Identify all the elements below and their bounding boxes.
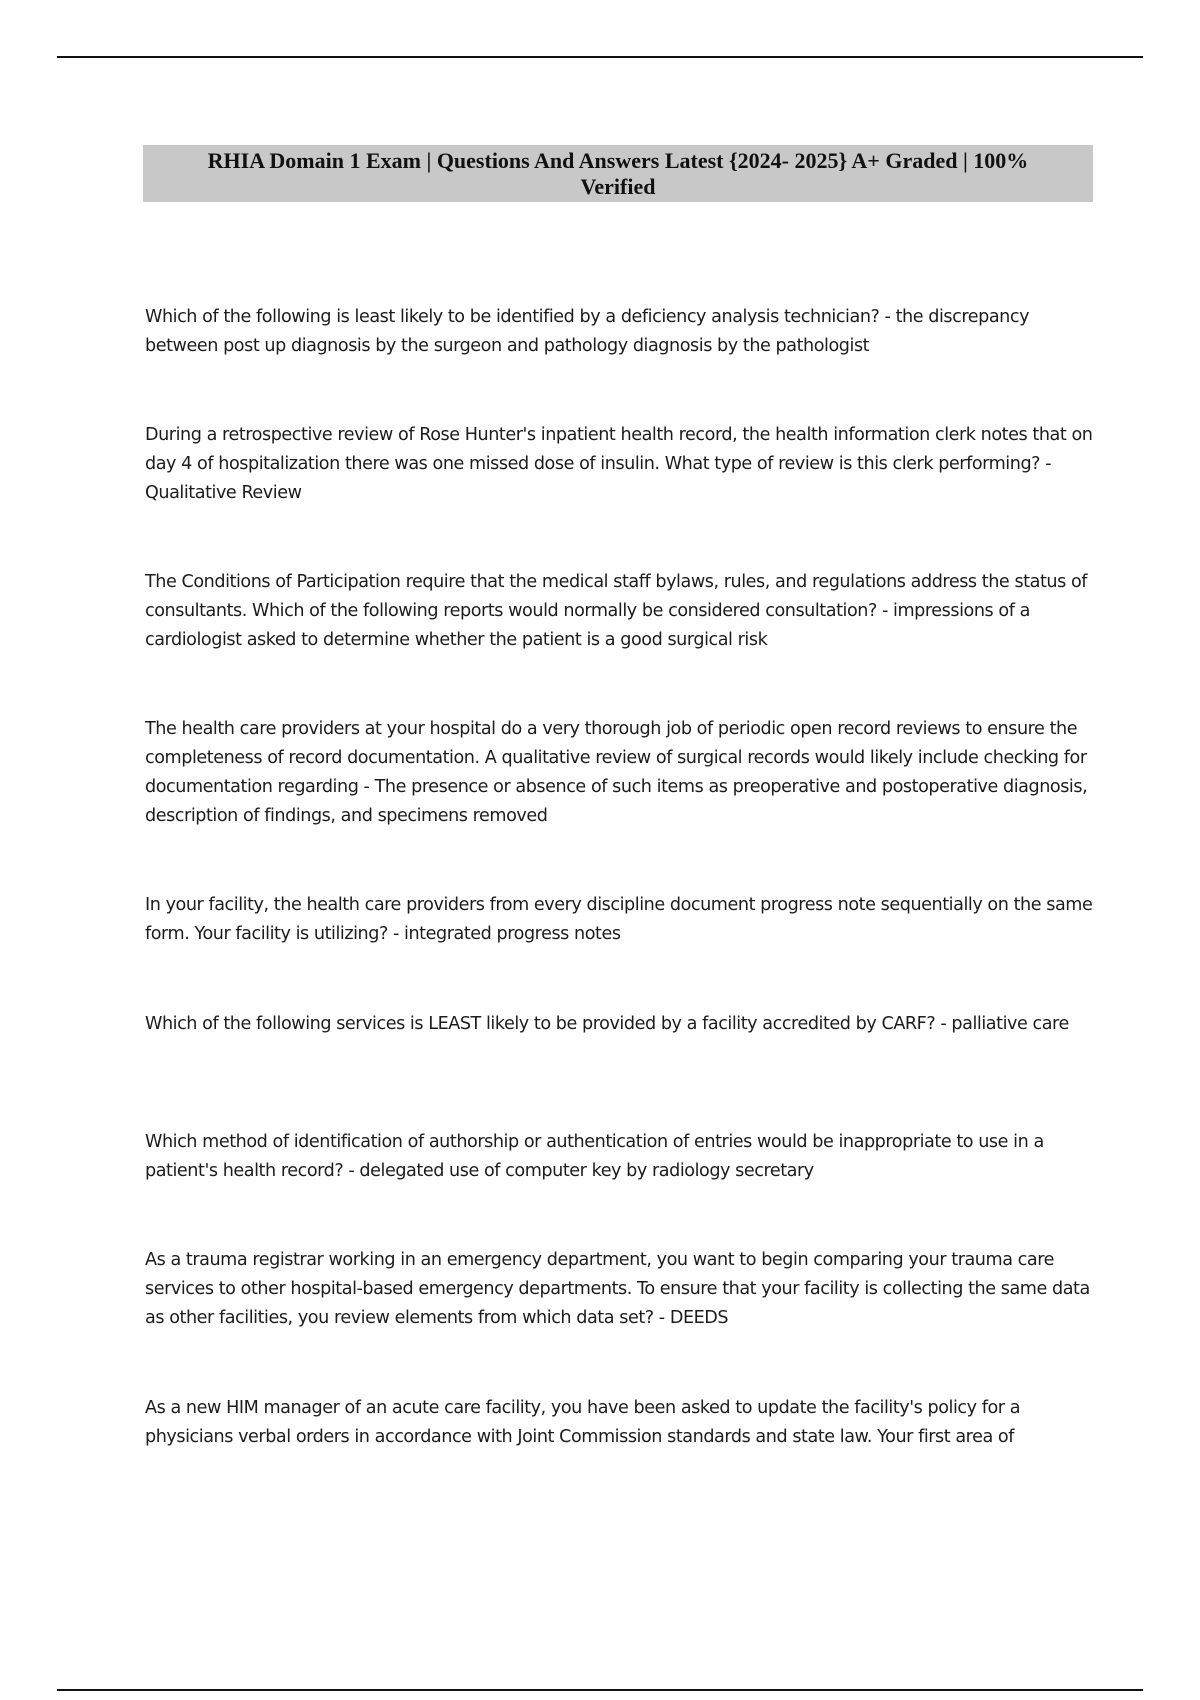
- header-rule: [57, 56, 1143, 58]
- qa-item: Which of the following is least likely to be identified by a deficiency analysis technician? - the discrepancy between post up diagnosis by the surgeon and pathology diagnosis by the pathologist: [145, 307, 1030, 356]
- document-title-line-2: Verified: [580, 174, 656, 199]
- document-title-line-1: RHIA Domain 1 Exam | Questions And Answers Latest {2024- 2025} A+ Graded | 100%: [207, 148, 1029, 173]
- qa-item: Which of the following services is LEAST likely to be provided by a facility accredited by CARF? - palliative care: [145, 1014, 1069, 1034]
- qa-item: As a new HIM manager of an acute care facility, you have been asked to update the facility's policy for a physicians verbal orders in accordance with Joint Commission standards and state law. Your first area of: [145, 1398, 1021, 1447]
- qa-item: In your facility, the health care providers from every discipline document progress note sequentially on the same form. Your facility is utilizing? - integrated progress notes: [145, 895, 1093, 944]
- qa-item: The health care providers at your hospital do a very thorough job of periodic open record reviews to ensure the completeness of record documentation. A qualitative review of surgical records would likely include checking for documentation regarding - The presence or absence of such items as preoperative and postoperative diagnosis, description of findings, and specimens removed: [145, 719, 1088, 826]
- qa-item: Which method of identification of authorship or authentication of entries would be inappropriate to use in a patient's health record? - delegated use of computer key by radiology secretary: [145, 1132, 1044, 1181]
- document-title-banner: [143, 145, 1093, 202]
- qa-item: During a retrospective review of Rose Hunter's inpatient health record, the health information clerk notes that on day 4 of hospitalization there was one missed dose of insulin. What type of review is this clerk performing? - Qualitative Review: [145, 425, 1093, 503]
- footer-rule: [57, 1689, 1143, 1691]
- qa-item: The Conditions of Participation require that the medical staff bylaws, rules, and regulations address the status of consultants. Which of the following reports would normally be considered consultation? - impressions of a cardiologist asked to determine whether the patient is a good surgical risk: [145, 572, 1088, 650]
- qa-item: As a trauma registrar working in an emergency department, you want to begin comparing your trauma care services to other hospital-based emergency departments. To ensure that your facility is collecting the same data as other facilities, you review elements from which data set? - DEEDS: [145, 1250, 1090, 1328]
